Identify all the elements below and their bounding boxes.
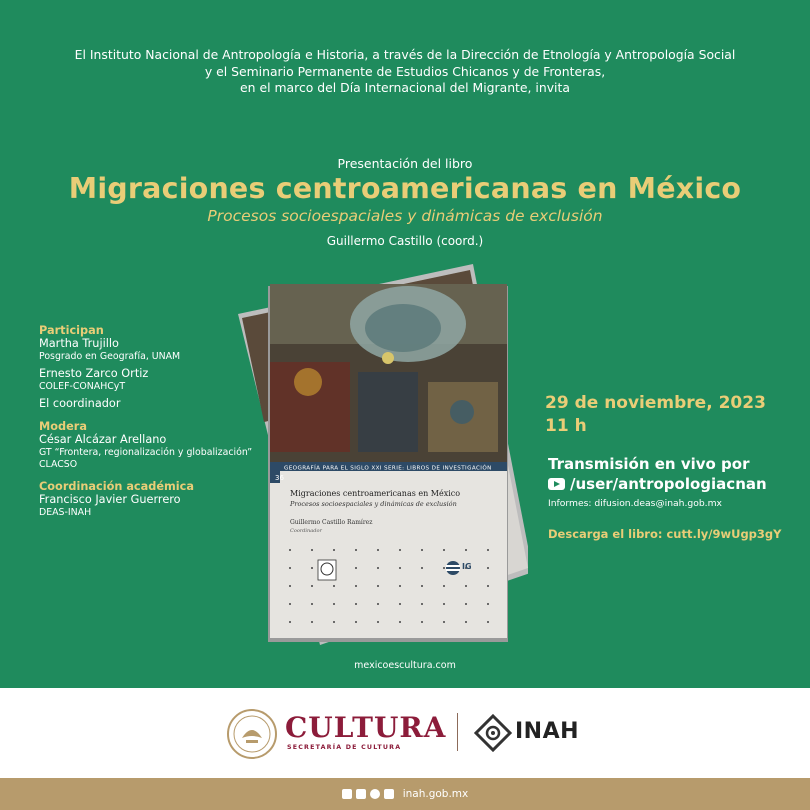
stream-channel[interactable]: /user/antropologiacnan xyxy=(570,475,767,493)
stream-channel-row[interactable] xyxy=(548,474,767,494)
participants-heading: Participan xyxy=(39,324,104,337)
cover-subtitle: Procesos socioespaciales y dinámicas de exclusión xyxy=(290,500,457,508)
event-label: Presentación del libro xyxy=(337,156,473,171)
stream-label: Transmisión en vivo por xyxy=(548,455,750,473)
coordination-name: Francisco Javier Guerrero xyxy=(39,493,181,506)
participant-name: El coordinador xyxy=(39,397,121,410)
intro-line-2: y el Seminario Permanente de Estudios Chicanos y de Fronteras, xyxy=(204,63,606,79)
svg-text:IG: IG xyxy=(462,562,472,571)
stream-info xyxy=(548,454,767,494)
event-date: 29 de noviembre, 2023 xyxy=(545,393,766,413)
youtube-icon[interactable] xyxy=(384,789,394,799)
mexico-seal-icon xyxy=(226,708,278,760)
book-title: Migraciones centroamericanas en México xyxy=(68,172,742,205)
participants-panel xyxy=(39,324,259,519)
footer-bar xyxy=(0,778,810,810)
youtube-icon xyxy=(548,478,565,490)
site-url[interactable]: mexicoescultura.com xyxy=(354,660,456,671)
book-cover-illustration xyxy=(228,262,528,652)
participant-affiliation: Posgrado en Geografía, UNAM xyxy=(39,351,181,362)
moderator-affiliation-org: CLACSO xyxy=(39,459,78,470)
book-series: GEOGRAFÍA PARA EL SIGLO XXI SERIE: LIBROS DE INVESTIGACIÓN xyxy=(284,465,492,472)
intro-line-1: El Instituto Nacional de Antropología e Historia, a través de la Dirección de Etnología y Antropología Social xyxy=(74,47,736,62)
event-datetime xyxy=(545,392,766,438)
download-link[interactable]: Descarga el libro: cutt.ly/9wUgp3gY xyxy=(548,527,782,541)
book-number: 36 xyxy=(275,474,284,482)
inah-logo: INAH xyxy=(515,719,580,744)
cover-role: Coordinador xyxy=(290,528,322,534)
book-front-copy xyxy=(268,284,508,642)
participant-affiliation: COLEF-CONAHCyT xyxy=(39,381,126,392)
footer-url[interactable]: inah.gob.mx xyxy=(402,788,469,800)
participant-name: Martha Trujillo xyxy=(39,337,119,350)
logo-divider xyxy=(457,713,458,751)
moderator-heading: Modera xyxy=(39,420,87,433)
inah-emblem-icon xyxy=(474,714,512,752)
unam-logo-icon xyxy=(318,560,336,580)
coordination-affiliation: DEAS-INAH xyxy=(39,507,92,518)
informes-email[interactable]: Informes: difusion.deas@inah.gob.mx xyxy=(548,498,722,509)
twitter-icon[interactable] xyxy=(356,789,366,799)
coordination-heading: Coordinación académica xyxy=(39,480,194,493)
cover-author: Guillermo Castillo Ramírez xyxy=(290,519,373,526)
instagram-icon[interactable] xyxy=(370,789,380,799)
cover-title: Migraciones centroamericanas en México xyxy=(290,489,461,498)
book-subtitle: Procesos socioespaciales y dinámicas de exclusión xyxy=(207,207,603,225)
moderator-affiliation: GT “Frontera, regionalización y globalización” xyxy=(39,447,253,458)
secretaria-logo: SECRETARÍA DE CULTURA xyxy=(287,744,402,751)
intro-line-3: en el marco del Día Internacional del Migrante, invita xyxy=(240,80,570,95)
intro-text xyxy=(0,47,810,97)
book-author: Guillermo Castillo (coord.) xyxy=(326,234,484,248)
event-time: 11 h xyxy=(545,416,587,436)
cultura-logo: CULTURA xyxy=(285,711,447,744)
moderator-name: César Alcázar Arellano xyxy=(39,433,167,446)
participant-name: Ernesto Zarco Ortiz xyxy=(39,367,149,380)
facebook-icon[interactable] xyxy=(342,789,352,799)
